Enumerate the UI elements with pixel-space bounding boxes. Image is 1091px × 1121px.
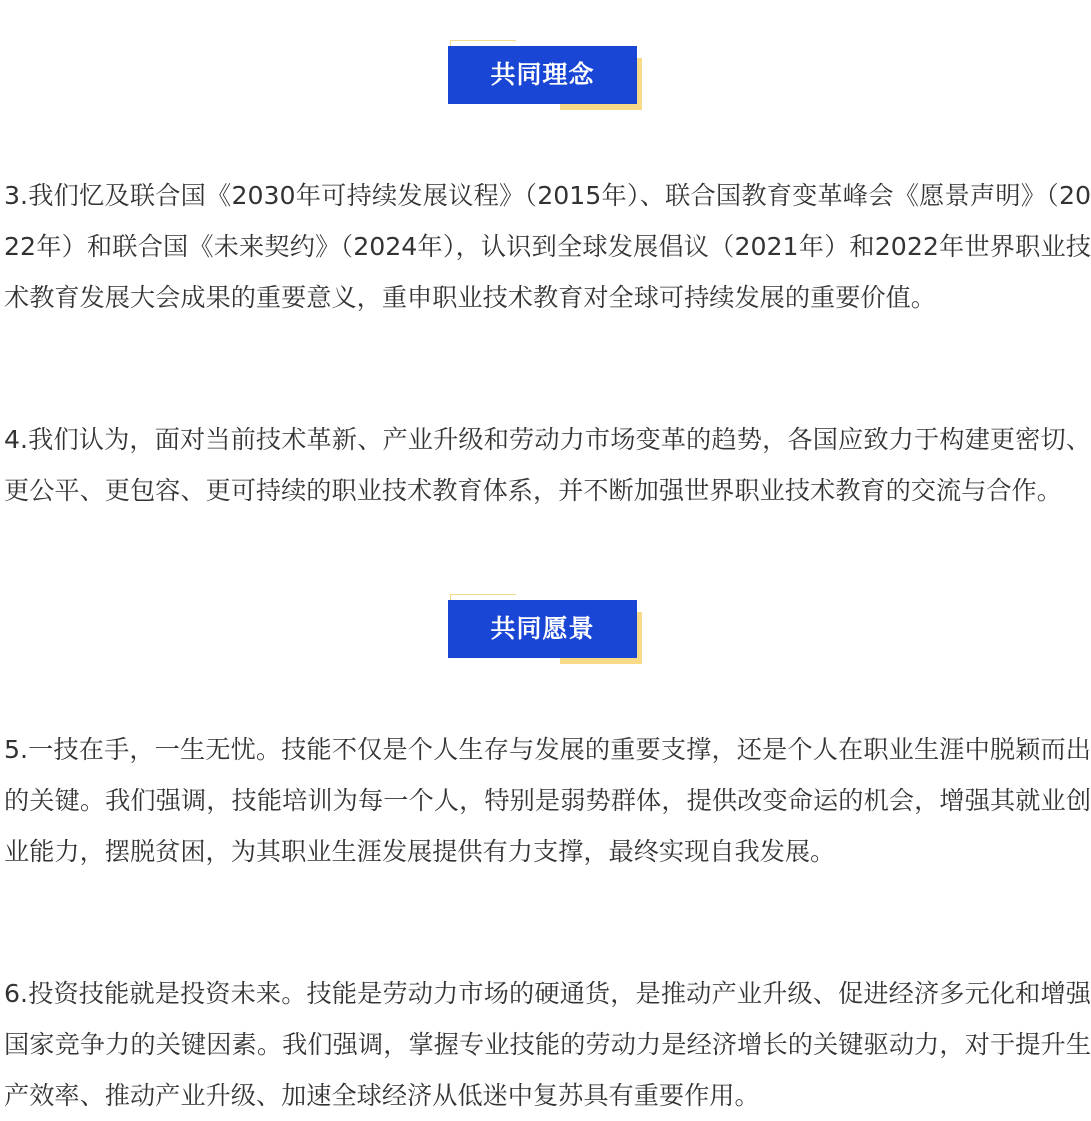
section-heading-badge	[448, 46, 638, 104]
section-heading: 共同理念	[448, 46, 637, 104]
paragraph: 6.投资技能就是投资未来。技能是劳动力市场的硬通货，是推动产业升级、促进经济多元化和增强国家竞争力的关键因素。我们强调，掌握专业技能的劳动力是经济增长的关键驱动力，对于提升生产效率、推动产业升级、加速全球经济从低迷中复苏具有重要作用。	[4, 979, 1091, 1110]
paragraph: 5.一技在手，一生无忧。技能不仅是个人生存与发展的重要支撑，还是个人在职业生涯中脱颖而出的关键。我们强调，技能培训为每一个人，特别是弱势群体，提供改变命运的机会，增强其就业创业能力，摆脱贫困，为其职业生涯发展提供有力支撑，最终实现自我发展。	[4, 735, 1091, 866]
paragraph: 3.我们忆及联合国《2030年可持续发展议程》（2015年）、联合国教育变革峰会《愿景声明》（2022年）和联合国《未来契约》（2024年），认识到全球发展倡议（2021年）和2022年世界职业技术教育发展大会成果的重要意义，重申职业技术教育对全球可持续发展的重要价值。	[4, 181, 1091, 312]
section-heading: 共同愿景	[448, 600, 637, 658]
section-heading-badge	[448, 600, 638, 658]
paragraph: 4.我们认为，面对当前技术革新、产业升级和劳动力市场变革的趋势，各国应致力于构建更密切、更公平、更包容、更可持续的职业技术教育体系，并不断加强世界职业技术教育的交流与合作。	[4, 425, 1091, 505]
